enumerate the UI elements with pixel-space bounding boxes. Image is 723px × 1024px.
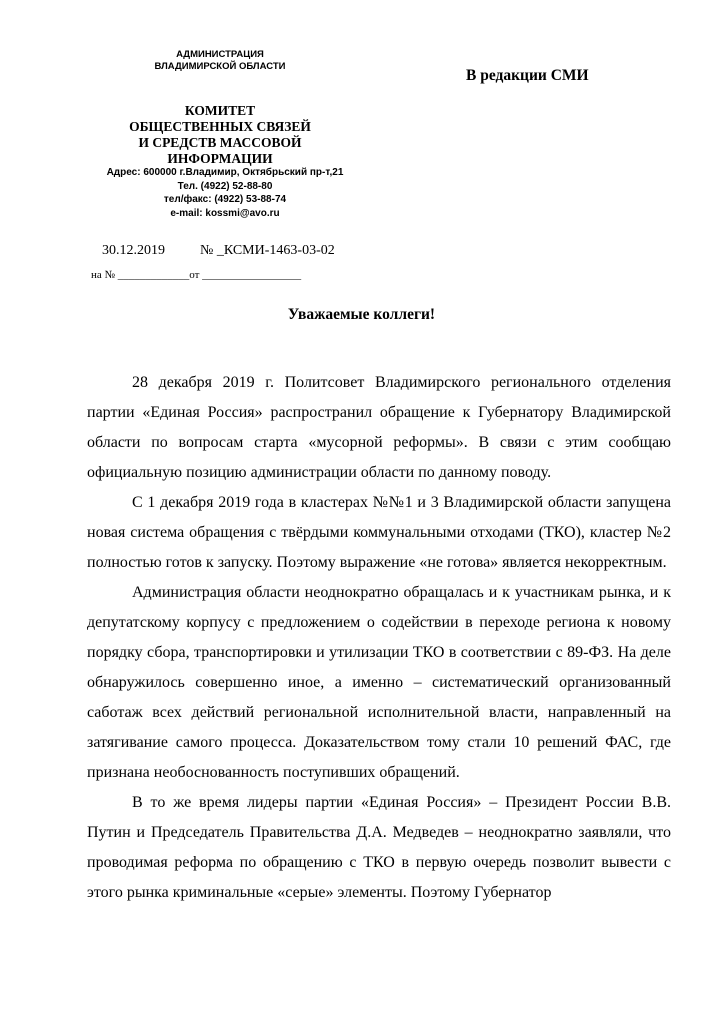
admin-line: ВЛАДИМИРСКОЙ ОБЛАСТИ [154, 61, 286, 72]
committee-header [100, 103, 340, 167]
paragraph: С 1 декабря 2019 года в кластерах №№1 и 3 Владимирской области запущена новая система обращения с твёрдыми коммунальными отходами (ТКО), кластер №2 полностью готов к запуску. Поэтому выражение «не готова» является некорректным. [87, 494, 671, 571]
letter-body [87, 368, 671, 908]
committee-line: КОМИТЕТ [184, 103, 256, 118]
committee-line: ОБЩЕСТВЕННЫХ СВЯЗЕЙ [129, 119, 311, 134]
contact-block [80, 166, 370, 220]
reference-line: на № _____________от __________________ [91, 269, 302, 281]
address-line: Адрес: 600000 г.Владимир, Октябрьский пр-т,21 [106, 167, 344, 178]
greeting: Уважаемые коллеги! [287, 306, 436, 323]
paragraph: Администрация области неоднократно обращалась и к участникам рынка, и к депутатскому корпусу с предложением о содействии в переходе региона к новому порядку сбора, транспортировки и утилизации ТКО в соответствии с 89-ФЗ. На деле обнаружилось совершенно иное, а именно – систематический организованный саботаж всех действий региональной исполнительной власти, направленный на затягивание самого процесса. Доказательством тому стали 10 решений ФАС, где признана необоснованность поступивших обращений. [87, 584, 671, 781]
document-date: 30.12.2019 [102, 243, 165, 258]
committee-line: И СРЕДСТВ МАССОВОЙ [138, 135, 302, 150]
email-line: e-mail: kossmi@avo.ru [170, 207, 280, 219]
paragraph: В то же время лидеры партии «Единая Россия» – Президент России В.В. Путин и Председатель Правительства Д.А. Медведев – неоднократно заявляли, что проводимая реформа по обращению с ТКО в первую очередь позволит вывести с этого рынка криминальные «серые» элементы. Поэтому Губернатор [87, 794, 671, 901]
document-number: № _КСМИ-1463-03-02 [200, 243, 335, 258]
committee-line: ИНФОРМАЦИИ [167, 151, 273, 166]
recipient: В редакции СМИ [466, 67, 589, 84]
administration-header [131, 49, 309, 73]
paragraph: 28 декабря 2019 г. Политсовет Владимирского регионального отделения партии «Единая Россия» распространил обращение к Губернатору Владимирской области по вопросам старта «мусорной реформы». В связи с этим сообщаю официальную позицию администрации области по данному поводу. [87, 374, 671, 481]
admin-line: АДМИНИСТРАЦИЯ [176, 49, 264, 60]
phone-line: Тел. (4922) 52-88-80 [177, 180, 273, 192]
fax-line: тел/факс: (4922) 53-88-74 [163, 194, 287, 205]
